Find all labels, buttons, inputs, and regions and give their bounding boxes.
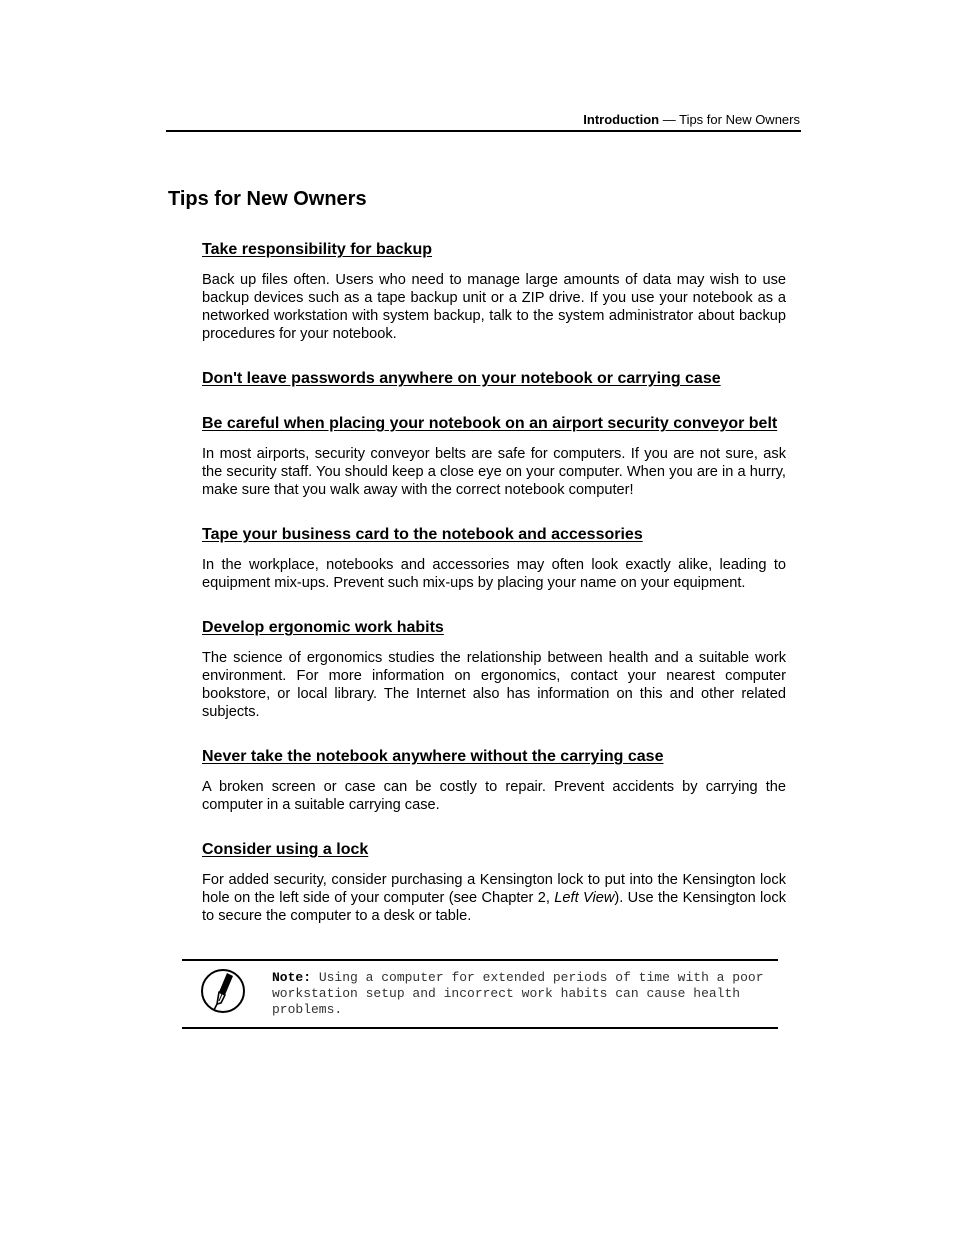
tip-body: Back up files often. Users who need to manage large amounts of data may wish to use backup devices such as a tape backup unit or a ZIP drive. If you use your notebook as a networked workstation with system backup, talk to the system administrator about backup procedures for your notebook.	[202, 272, 786, 342]
tip-heading: Tape your business card to the notebook and accessories	[202, 526, 643, 543]
tip-carrying-case	[202, 747, 786, 814]
tip-backup	[202, 240, 786, 343]
header-rule	[166, 130, 801, 132]
tip-body: In the workplace, notebooks and accessories may often look exactly alike, leading to equipment mix-ups. Prevent such mix-ups by placing your name on your equipment.	[202, 557, 786, 591]
tip-body	[202, 871, 786, 925]
note-label: Note:	[272, 970, 312, 985]
note-box	[182, 959, 778, 1029]
tip-heading: Consider using a lock	[202, 841, 369, 858]
tip-body: In most airports, security conveyor belts are safe for computers. If you are not sure, ask the security staff. You should keep a close eye on your computer. When you are in a hurry, make sure that you walk away with the correct notebook computer!	[202, 446, 786, 498]
tip-body-italic: Left View	[554, 890, 615, 906]
tip-business-card	[202, 525, 786, 592]
tip-heading: Be careful when placing your notebook on an airport security conveyor belt	[202, 415, 778, 432]
page-title: Tips for New Owners	[168, 188, 367, 210]
tip-ergonomics	[202, 618, 786, 721]
tip-heading: Don't leave passwords anywhere on your notebook or carrying case	[202, 370, 721, 387]
tip-body-part: For added security, consider purchasing a Kensington lock to put into the Kensington lock hole on the left side of your computer (see Chapter 2,	[202, 872, 786, 906]
note-rule-bottom	[182, 1027, 778, 1029]
note-message: Using a computer for extended periods of time with a poor workstation setup and incorrect work habits can cause health problems.	[272, 970, 764, 1017]
note-rule-top	[182, 959, 778, 961]
note-text	[272, 970, 772, 1018]
tip-heading: Never take the notebook anywhere without the carrying case	[202, 748, 664, 765]
header-separator: —	[659, 112, 680, 127]
tip-lock	[202, 840, 786, 925]
tips-list	[202, 240, 786, 925]
tip-body: A broken screen or case can be costly to repair. Prevent accidents by carrying the computer in a suitable carrying case.	[202, 779, 786, 813]
running-header	[166, 111, 800, 128]
tip-heading: Take responsibility for backup	[202, 241, 432, 258]
pen-nib-icon	[200, 968, 246, 1014]
tip-body-part: ). Use the Kensington lock to secure the computer to a desk or table.	[202, 890, 787, 924]
tip-airport	[202, 414, 786, 499]
tip-heading: Develop ergonomic work habits	[202, 619, 444, 636]
tip-body: The science of ergonomics studies the relationship between health and a suitable work environment. For more information on ergonomics, contact your nearest computer bookstore, or local library. The Internet also has information on this and other related subjects.	[202, 650, 786, 720]
header-subsection: Tips for New Owners	[679, 112, 800, 127]
header-section: Introduction	[583, 112, 660, 127]
tip-passwords	[202, 369, 786, 388]
